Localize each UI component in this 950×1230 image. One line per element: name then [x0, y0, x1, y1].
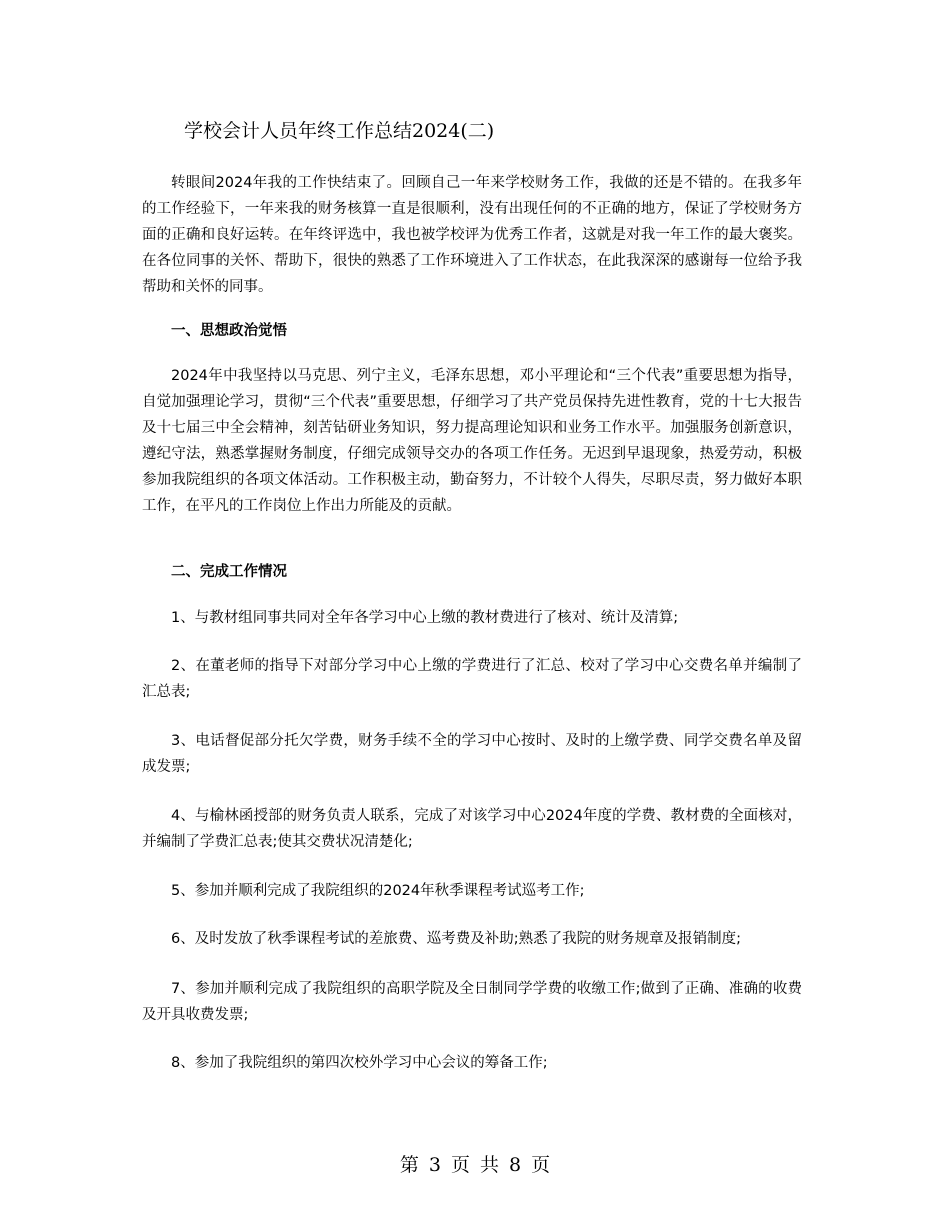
section-heading-2: 二、完成工作情况 [171, 564, 287, 580]
document-title: 学校会计人员年终工作总结2024(二) [184, 120, 495, 142]
page-number-footer: 第 3 页 共 8 页 [399, 1154, 551, 1176]
list-item: 3、电话督促部分托欠学费，财务手续不全的学习中心按时、及时的上缴学费、同学交费名单及留成发票; [142, 733, 802, 775]
list-item: 4、与榆林函授部的财务负责人联系，完成了对该学习中心2024年度的学费、教材费的全面核对，并编制了学费汇总表;使其交费状况清楚化; [142, 808, 802, 850]
list-item: 6、及时发放了秋季课程考试的差旅费、巡考费及补助;熟悉了我院的财务规章及报销制度; [171, 931, 741, 947]
intro-paragraph: 转眼间2024年我的工作快结束了。回顾自己一年来学校财务工作，我做的还是不错的。在我多年的工作经验下，一年来我的财务核算一直是很顺利，没有出现任何的不正确的地方，保证了学校财务方面的正确和良好运转。在年终评选中，我也被学校评为优秀工作者，这就是对我一年工作的最大褒奖。在各位同事的关怀、帮助下，很快的熟悉了工作环境进入了工作状态，在此我深深的感谢每一位给予我帮助和关怀的同事。 [142, 175, 802, 295]
section-heading-1: 一、思想政治觉悟 [171, 323, 287, 339]
list-item: 8、参加了我院组织的第四次校外学习中心会议的筹备工作; [171, 1055, 548, 1071]
list-item: 5、参加并顺利完成了我院组织的2024年秋季课程考试巡考工作; [171, 883, 585, 899]
list-item: 2、在董老师的指导下对部分学习中心上缴的学费进行了汇总、校对了学习中心交费名单并编制了汇总表; [142, 658, 802, 700]
list-item: 7、参加并顺利完成了我院组织的高职学院及全日制同学学费的收缴工作;做到了正确、准确的收费及开具收费发票; [142, 981, 802, 1023]
section1-paragraph: 2024年中我坚持以马克思、列宁主义，毛泽东思想，邓小平理论和“三个代表”重要思想为指导，自觉加强理论学习，贯彻“三个代表”重要思想，仔细学习了共产党员保持先进性教育，党的十七大报告及十七届三中全会精神，刻苦钻研业务知识，努力提高理论知识和业务工作水平。加强服务创新意识，遵纪守法，熟悉掌握财务制度，仔细完成领导交办的各项工作任务。无迟到早退现象，热爱劳动，积极参加我院组织的各项文体活动。工作积极主动，勤奋努力，不计较个人得失，尽职尽责，努力做好本职工作，在平凡的工作岗位上作出力所能及的贡献。 [142, 368, 802, 514]
list-item: 1、与教材组同事共同对全年各学习中心上缴的教材费进行了核对、统计及清算; [171, 610, 679, 626]
